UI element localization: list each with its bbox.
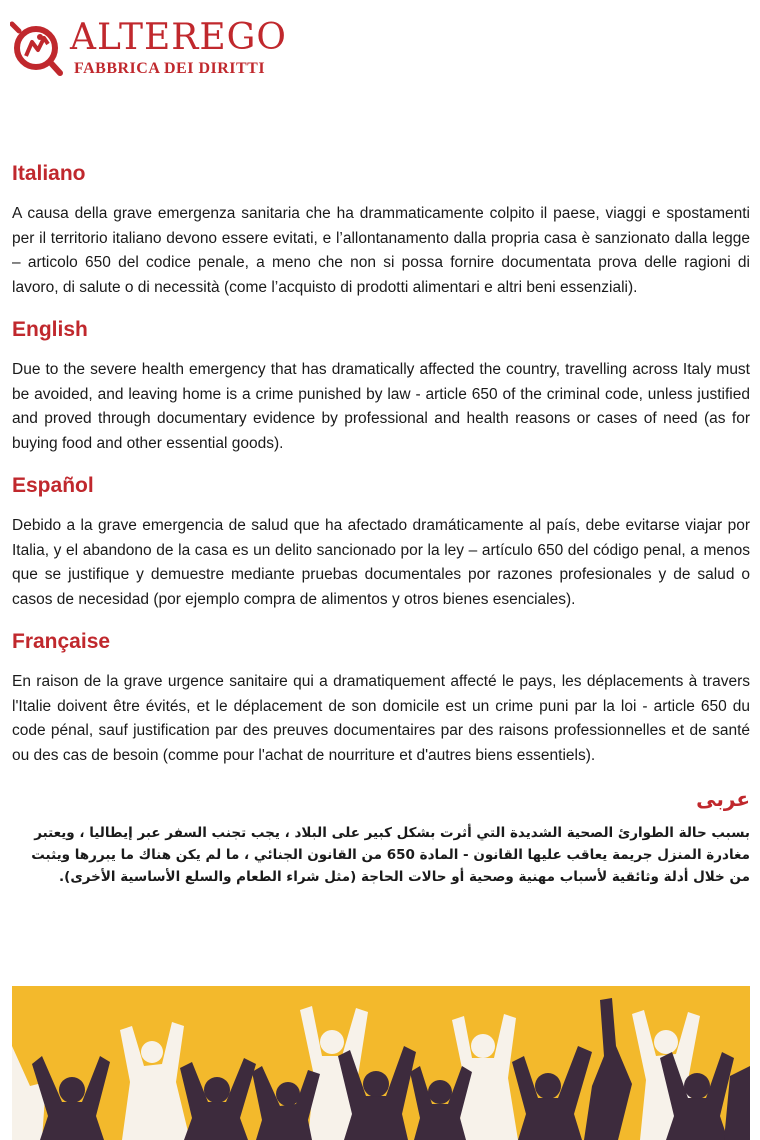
logo-wordmark: ALTEREGO <box>70 17 287 58</box>
raised-arms-crowd-illustration <box>12 986 750 1140</box>
logo-subtitle: FABBRICA DEI DIRITTI <box>74 60 266 77</box>
crowd-illustration-banner <box>12 986 750 1140</box>
section-espanol <box>12 472 750 612</box>
heading-francaise: Française <box>12 630 111 653</box>
alterego-emblem-icon <box>10 20 66 76</box>
heading-espanol: Español <box>12 474 94 497</box>
paragraph-english: Due to the severe health emergency that has dramatically affected the country, travelling across Italy must be avoided, and leaving home is a crime punished by law - article 650 of the criminal code, unless justified and proved through documentary evidence by professional and health reasons or cases of need (as for buying food and other essential goods). <box>12 361 750 452</box>
heading-arabic: عربى <box>696 789 750 811</box>
section-english <box>12 316 750 456</box>
paragraph-arabic: بسبب حالة الطوارئ الصحية الشديدة التي أثرت بشكل كبير على البلاد ، يجب تجنب السفر عبر إيطاليا ، ويعتبر مغادرة المنزل جريمة يعاقب عليها القانون - المادة 650 من القانون الجنائي ، ما لم يكن هناك ما يبررها ويثبت من خلال أدلة وثائقية لأسباب مهنية وصحية أو حالات الحاجة (مثل شراء الطعام والسلع الأساسية الأخرى). <box>31 825 750 885</box>
heading-english: English <box>12 318 88 341</box>
paragraph-francaise: En raison de la grave urgence sanitaire qui a dramatiquement affecté le pays, les déplacements à travers l'Italie doivent être évités, et le déplacement de son domicile est un crime puni par la loi - article 650 du code pénal, sauf justification par des preuves documentaires par des raisons professionnelles et de santé ou des cas de besoin (comme pour l'achat de nourriture et d'autres biens essentiels). <box>12 673 750 764</box>
paragraph-espanol: Debido a la grave emergencia de salud que ha afectado dramáticamente al país, debe evitarse viajar por Italia, y el abandono de la casa es un delito sancionado por la ley – artículo 650 del código penal, a menos que se justifique y demuestre mediante pruebas documentales por razones profesionales y de salud o casos de necesidad (por ejemplo compra de alimentos y otros bienes esenciales). <box>12 517 750 608</box>
section-francaise <box>12 628 750 768</box>
section-arabic <box>12 786 750 888</box>
heading-italiano: Italiano <box>12 162 86 185</box>
document-body <box>12 160 750 888</box>
paragraph-italiano: A causa della grave emergenza sanitaria che ha drammaticamente colpito il paese, viaggi e spostamenti per il territorio italiano devono essere evitati, e l’allontanamento dalla propria casa è sanzionato dalla legge – articolo 650 del codice penale, a meno che non si possa fornire documentata prova delle ragioni di lavoro, di salute o di necessità (come l’acquisto di prodotti alimentari e altri beni essenziali). <box>12 205 750 296</box>
section-italiano <box>12 160 750 300</box>
alterego-logo <box>10 16 287 82</box>
